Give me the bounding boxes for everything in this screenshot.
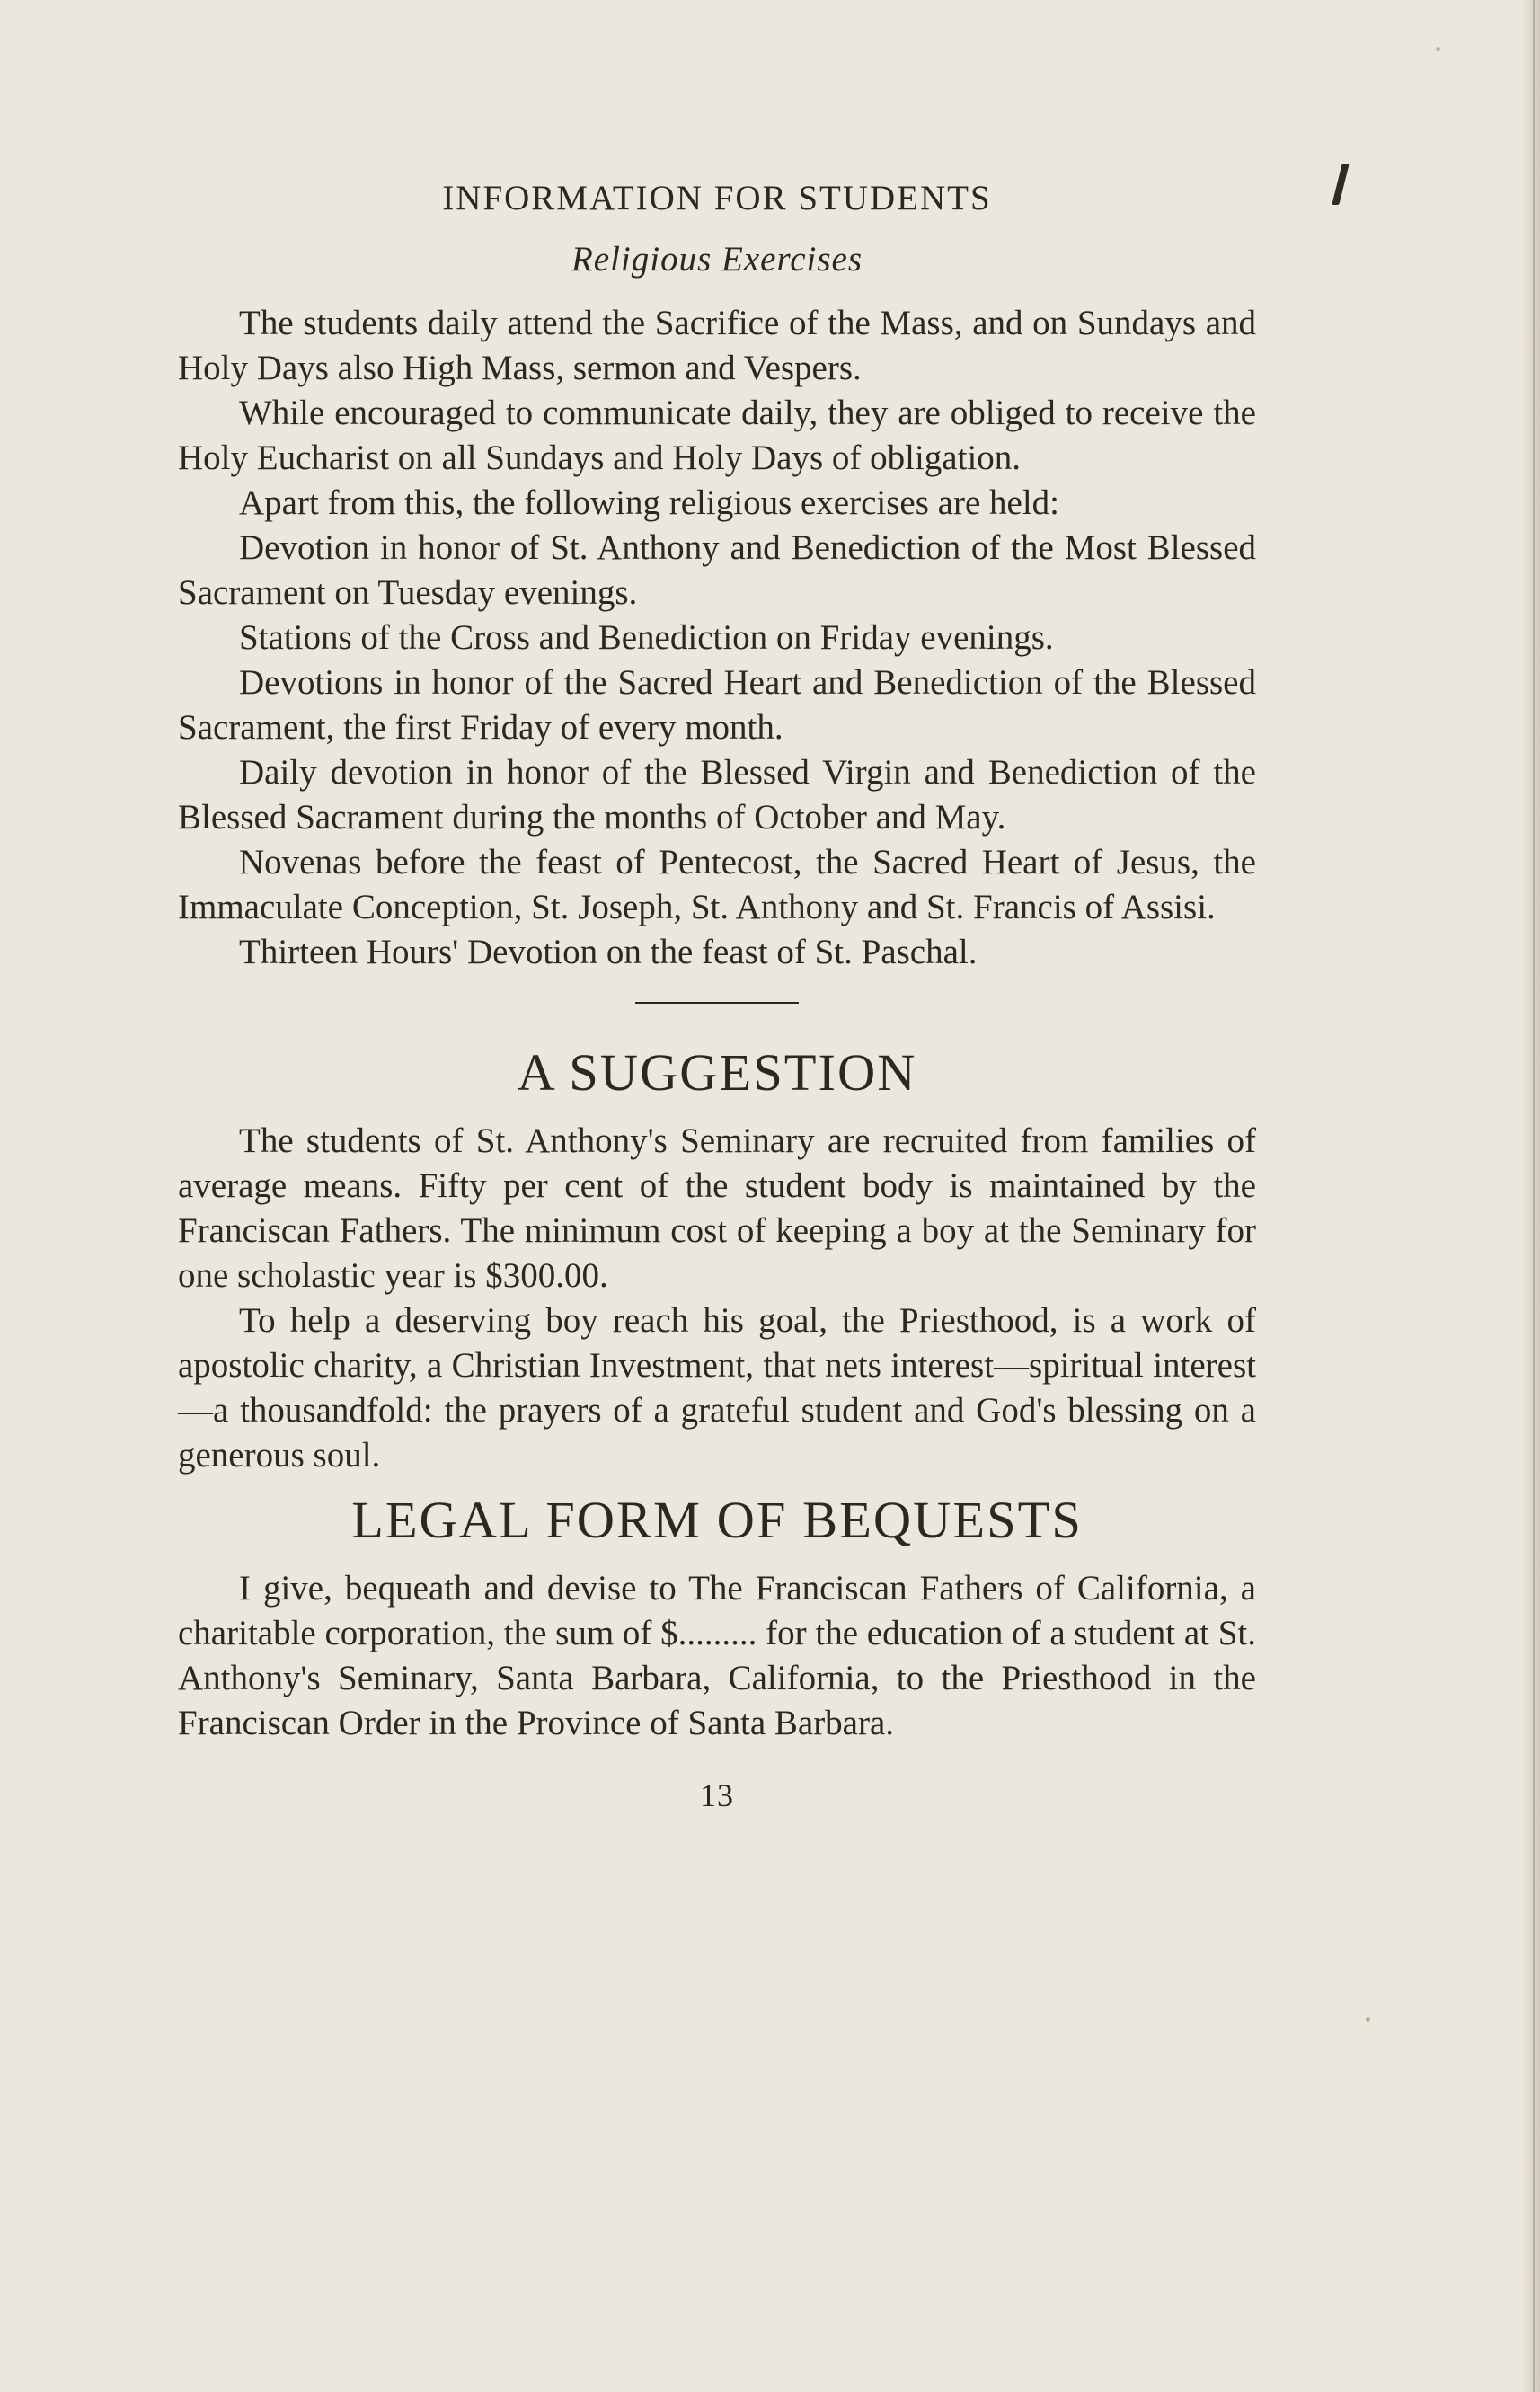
ink-mark	[1332, 164, 1349, 205]
paragraph: Devotion in honor of St. Anthony and Benediction of the Most Blessed Sacrament on Tuesday evenings.	[178, 528, 1256, 612]
paragraph: Devotions in honor of the Sacred Heart and Benediction of the Blessed Sacrament, the first Friday of every month.	[178, 663, 1256, 747]
paragraph: Daily devotion in honor of the Blessed Virgin and Benediction of the Blessed Sacrament during the months of October and May.	[178, 753, 1256, 837]
section-heading-information: INFORMATION FOR STUDENTS	[442, 179, 992, 217]
page-edge-line	[1533, 0, 1535, 2392]
page-content	[178, 175, 1256, 1818]
paragraph: To help a deserving boy reach his goal, the Priesthood, is a work of apostolic charity, a Christian Investment, that nets interest—spiritual interest—a thousandfold: the prayers of a grateful student and God's blessing on a generous soul.	[178, 1301, 1256, 1475]
page-number: 13	[700, 1777, 734, 1813]
suggestion-body	[178, 1119, 1256, 1478]
section-divider	[635, 1002, 799, 1004]
paragraph: Novenas before the feast of Pentecost, the Sacred Heart of Jesus, the Immaculate Conception, St. Joseph, St. Anthony and St. Francis of Assisi.	[178, 843, 1256, 926]
paragraph: Stations of the Cross and Benediction on Friday evenings.	[239, 618, 1054, 657]
paragraph: While encouraged to communicate daily, they are obliged to receive the Holy Eucharist on all Sundays and Holy Days of obligation.	[178, 394, 1256, 477]
section-heading-bequests: LEGAL FORM OF BEQUESTS	[351, 1491, 1083, 1549]
bequest-paragraph: I give, bequeath and devise to The Franciscan Fathers of California, a charitable corporation, the sum of $......... for the education of a student at St. Anthony's Seminary, Santa Barbara, California, to the Priesthood in the Franciscan Order in the Province of Santa Barbara.	[178, 1569, 1256, 1742]
paper-speck	[1366, 2017, 1370, 2022]
paper-speck	[1436, 47, 1440, 51]
paragraph: Apart from this, the following religious exercises are held:	[239, 483, 1059, 522]
paragraph: The students daily attend the Sacrifice of the Mass, and on Sundays and Holy Days also High Mass, sermon and Vespers.	[178, 304, 1256, 387]
religious-exercises-body	[178, 301, 1256, 975]
paragraph: The students of St. Anthony's Seminary are recruited from families of average means. Fifty per cent of the student body is maintained by the Franciscan Fathers. The minimum cost of keeping a boy at the Seminary for one scholastic year is $300.00.	[178, 1121, 1256, 1295]
subheading-religious-exercises: Religious Exercises	[571, 240, 863, 279]
section-heading-suggestion: A SUGGESTION	[517, 1043, 917, 1102]
page-edge-shadow	[1522, 0, 1540, 2392]
paragraph: Thirteen Hours' Devotion on the feast of St. Paschal.	[239, 933, 978, 971]
